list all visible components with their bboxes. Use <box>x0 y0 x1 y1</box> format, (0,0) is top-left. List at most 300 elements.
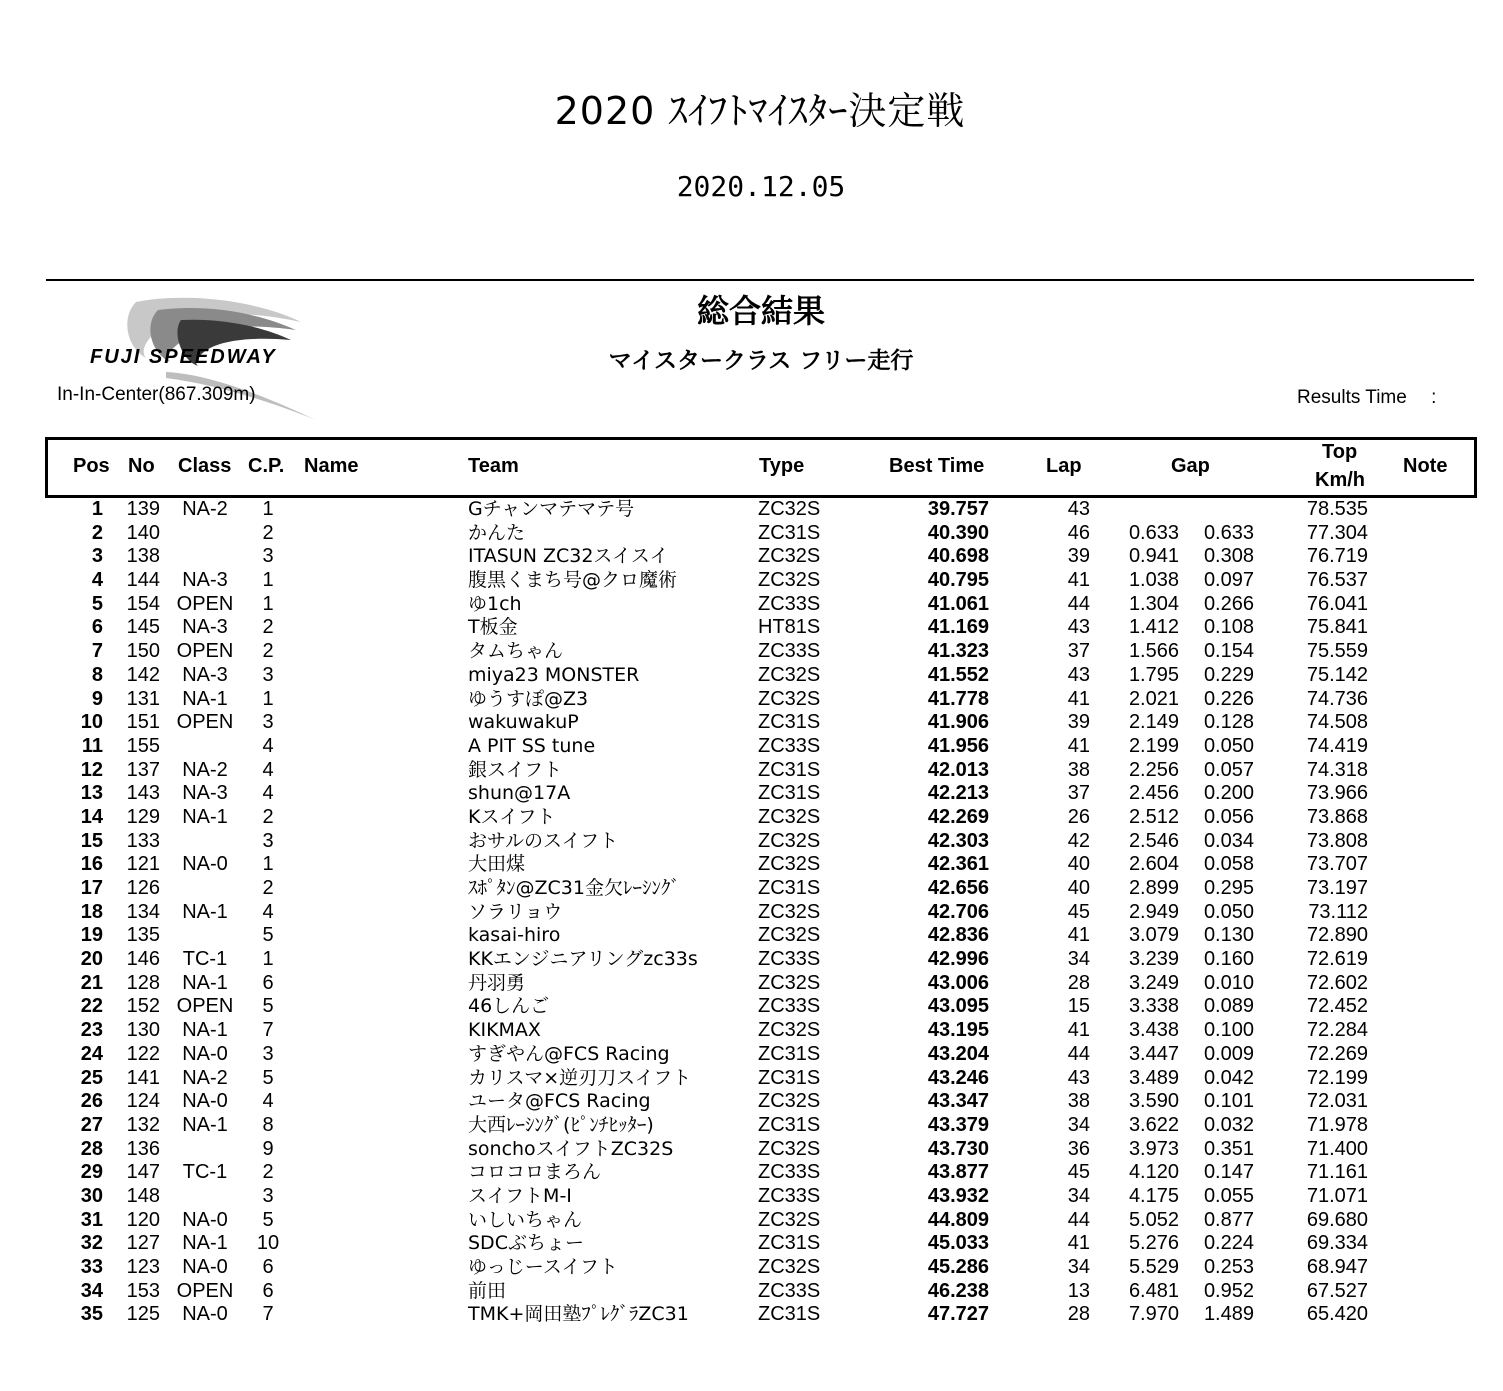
car-number-cell: 132 <box>126 1113 160 1136</box>
position-cell: 15 <box>80 829 103 852</box>
car-type-cell: ZC31S <box>758 1113 821 1136</box>
lap-count-cell: 41 <box>1067 1232 1090 1255</box>
car-type-cell: ZC33S <box>758 734 821 757</box>
top-speed-cell: 72.602 <box>1306 971 1368 994</box>
car-number-cell: 151 <box>126 711 160 734</box>
top-speed-cell: 72.269 <box>1306 1042 1368 1065</box>
class-cell: NA-2 <box>182 758 228 781</box>
class-position-cell: 1 <box>262 948 274 971</box>
team-cell: かんた <box>468 521 526 544</box>
best-time-cell: 40.698 <box>927 545 989 568</box>
table-row <box>0 593 1503 617</box>
car-type-cell: ZC32S <box>758 829 821 852</box>
position-cell: 33 <box>80 1256 103 1278</box>
class-cell: OPEN <box>176 1279 234 1302</box>
column-header-top: Top <box>1322 441 1358 463</box>
lap-count-cell: 46 <box>1067 521 1090 544</box>
car-number-cell: 136 <box>126 1137 160 1160</box>
gap-to-leader-cell: 3.239 <box>1128 948 1179 971</box>
position-cell: 6 <box>91 616 103 639</box>
class-position-cell: 1 <box>262 687 274 710</box>
class-position-cell: 7 <box>262 1019 274 1042</box>
team-cell: カリスマ×逆刃刀スイフト <box>468 1066 692 1089</box>
table-row <box>0 640 1503 664</box>
car-number-cell: 126 <box>126 877 160 899</box>
best-time-cell: 39.757 <box>927 498 989 520</box>
team-cell: Gチャンマテマテ号 <box>468 498 635 520</box>
gap-to-previous-cell: 0.057 <box>1203 758 1254 781</box>
class-cell: NA-3 <box>182 663 228 686</box>
position-cell: 23 <box>80 1019 103 1042</box>
gap-to-leader-cell: 3.590 <box>1128 1090 1179 1113</box>
lap-count-cell: 37 <box>1067 782 1090 805</box>
lap-count-cell: 41 <box>1067 687 1090 710</box>
position-cell: 22 <box>80 995 103 1018</box>
gap-to-leader-cell: 3.079 <box>1128 924 1179 947</box>
team-cell: 丹羽勇 <box>468 971 526 994</box>
class-cell: TC-1 <box>182 1161 228 1184</box>
best-time-cell: 42.213 <box>927 782 989 805</box>
gap-to-previous-cell: 0.147 <box>1203 1161 1254 1184</box>
car-type-cell: ZC31S <box>758 1232 821 1255</box>
gap-to-previous-cell: 0.308 <box>1203 545 1254 568</box>
table-row <box>0 688 1503 712</box>
top-speed-cell: 74.508 <box>1306 711 1368 734</box>
class-cell: NA-0 <box>182 1090 228 1113</box>
team-cell: TMK+岡田塾ﾌﾟﾚｸﾞﾗZC31 <box>468 1303 689 1326</box>
class-cell: NA-1 <box>182 1113 228 1136</box>
table-row <box>0 1138 1503 1162</box>
gap-to-previous-cell: 0.056 <box>1203 805 1254 828</box>
top-speed-cell: 73.868 <box>1306 805 1368 828</box>
class-position-cell: 4 <box>262 734 274 757</box>
table-row <box>0 498 1503 522</box>
column-header-cp: C.P. <box>248 455 285 477</box>
table-row <box>0 522 1503 546</box>
class-position-cell: 2 <box>262 1161 274 1184</box>
team-cell: sonchoスイフトZC32S <box>468 1137 674 1160</box>
gap-to-previous-cell: 0.042 <box>1203 1066 1254 1089</box>
team-cell: kasai-hiro <box>468 924 561 947</box>
best-time-cell: 43.379 <box>927 1113 989 1136</box>
position-cell: 16 <box>80 853 103 876</box>
top-speed-cell: 76.719 <box>1306 545 1368 568</box>
team-cell: T板金 <box>468 616 518 639</box>
top-speed-cell: 68.947 <box>1306 1256 1368 1278</box>
event-date: 2020.12.05 <box>676 170 846 203</box>
gap-to-previous-cell: 0.050 <box>1203 734 1254 757</box>
table-row <box>0 806 1503 830</box>
position-cell: 25 <box>80 1066 103 1089</box>
best-time-cell: 41.778 <box>927 687 989 710</box>
class-position-cell: 10 <box>256 1232 280 1255</box>
gap-to-previous-cell: 0.226 <box>1203 687 1254 710</box>
best-time-cell: 43.877 <box>927 1161 989 1184</box>
position-cell: 18 <box>80 900 103 923</box>
class-position-cell: 7 <box>262 1303 274 1326</box>
class-position-cell: 2 <box>262 616 274 639</box>
top-speed-cell: 72.619 <box>1306 948 1368 971</box>
table-row <box>0 664 1503 688</box>
table-row <box>0 711 1503 735</box>
class-position-cell: 3 <box>262 1184 274 1207</box>
position-cell: 28 <box>80 1137 103 1160</box>
table-row <box>0 877 1503 901</box>
gap-to-previous-cell: 0.877 <box>1203 1208 1254 1231</box>
top-speed-cell: 73.112 <box>1308 900 1368 923</box>
table-row <box>0 972 1503 996</box>
gap-to-leader-cell: 6.481 <box>1128 1279 1179 1302</box>
class-position-cell: 4 <box>262 900 274 923</box>
car-type-cell: ZC33S <box>758 592 821 615</box>
gap-to-leader-cell: 2.256 <box>1128 758 1179 781</box>
lap-count-cell: 15 <box>1067 995 1090 1018</box>
gap-to-previous-cell: 0.229 <box>1203 663 1254 686</box>
best-time-cell: 42.303 <box>927 829 989 852</box>
column-header-note: Note <box>1403 455 1448 477</box>
table-row <box>0 948 1503 972</box>
table-row <box>0 545 1503 569</box>
table-row <box>0 1161 1503 1185</box>
lap-count-cell: 41 <box>1067 924 1090 947</box>
circuit-label: In-In-Center(867.309m) <box>57 384 256 405</box>
class-cell: OPEN <box>176 592 234 615</box>
gap-to-previous-cell: 0.108 <box>1203 616 1254 639</box>
car-number-cell: 137 <box>126 758 160 781</box>
gap-to-previous-cell: 0.253 <box>1203 1256 1254 1278</box>
table-row <box>0 1232 1503 1256</box>
gap-to-leader-cell: 3.973 <box>1128 1137 1179 1160</box>
position-cell: 9 <box>91 687 103 710</box>
top-speed-cell: 75.841 <box>1306 616 1368 639</box>
team-cell: ｽﾎﾟﾀﾝ@ZC31金欠ﾚｰｼﾝｸﾞ <box>468 877 680 899</box>
class-position-cell: 2 <box>262 805 274 828</box>
team-cell: ゆ1ch <box>468 592 522 615</box>
car-number-cell: 154 <box>126 592 160 615</box>
lap-count-cell: 44 <box>1067 1042 1090 1065</box>
column-header-pos: Pos <box>73 455 110 477</box>
car-number-cell: 140 <box>126 521 160 544</box>
column-header-type: Type <box>759 455 805 477</box>
table-row <box>0 1280 1503 1304</box>
team-cell: KIKMAX <box>468 1019 541 1042</box>
gap-to-leader-cell: 3.622 <box>1128 1113 1179 1136</box>
car-number-cell: 121 <box>126 853 160 876</box>
class-cell: NA-0 <box>182 1208 228 1231</box>
class-position-cell: 6 <box>262 971 274 994</box>
top-speed-cell: 74.318 <box>1306 758 1368 781</box>
class-cell: NA-0 <box>182 1256 228 1278</box>
table-row <box>0 830 1503 854</box>
results-table-header <box>45 437 1477 498</box>
gap-to-leader-cell: 2.021 <box>1128 687 1179 710</box>
table-row <box>0 1067 1503 1091</box>
table-row <box>0 1185 1503 1209</box>
lap-count-cell: 34 <box>1067 948 1090 971</box>
best-time-cell: 43.195 <box>927 1019 989 1042</box>
lap-count-cell: 41 <box>1067 734 1090 757</box>
gap-to-leader-cell: 1.304 <box>1128 592 1179 615</box>
class-cell: NA-1 <box>182 900 228 923</box>
gap-to-previous-cell: 0.032 <box>1203 1113 1254 1136</box>
gap-to-previous-cell: 0.101 <box>1203 1090 1254 1113</box>
car-number-cell: 147 <box>126 1161 160 1184</box>
gap-to-previous-cell: 0.097 <box>1203 569 1254 592</box>
team-cell: shun@17A <box>468 782 571 805</box>
top-speed-cell: 76.041 <box>1306 592 1368 615</box>
best-time-cell: 40.390 <box>927 521 989 544</box>
car-number-cell: 146 <box>126 948 160 971</box>
class-cell: OPEN <box>176 711 234 734</box>
position-cell: 2 <box>91 521 103 544</box>
car-type-cell: ZC32S <box>758 569 821 592</box>
car-type-cell: ZC32S <box>758 853 821 876</box>
car-number-cell: 144 <box>126 569 160 592</box>
table-row <box>0 853 1503 877</box>
car-number-cell: 134 <box>126 900 160 923</box>
class-cell: NA-1 <box>182 687 228 710</box>
class-cell: NA-1 <box>182 1232 228 1255</box>
gap-to-previous-cell: 0.050 <box>1203 900 1254 923</box>
team-cell: ITASUN ZC32スイスイ <box>468 545 669 568</box>
best-time-cell: 41.169 <box>927 616 989 639</box>
best-time-cell: 41.906 <box>927 711 989 734</box>
car-type-cell: ZC31S <box>758 1303 821 1326</box>
best-time-cell: 47.727 <box>927 1303 989 1326</box>
lap-count-cell: 45 <box>1067 900 1090 923</box>
car-number-cell: 142 <box>126 663 160 686</box>
car-type-cell: ZC32S <box>758 498 821 520</box>
class-cell: NA-3 <box>182 569 228 592</box>
gap-to-leader-cell: 2.149 <box>1128 711 1179 734</box>
position-cell: 20 <box>80 948 103 971</box>
best-time-cell: 41.552 <box>927 663 989 686</box>
car-type-cell: ZC31S <box>758 877 821 899</box>
class-position-cell: 6 <box>262 1279 274 1302</box>
class-position-cell: 2 <box>262 640 274 663</box>
position-cell: 24 <box>80 1042 103 1065</box>
lap-count-cell: 37 <box>1067 640 1090 663</box>
gap-to-leader-cell: 4.120 <box>1128 1161 1179 1184</box>
top-speed-cell: 74.736 <box>1306 687 1368 710</box>
lap-count-cell: 28 <box>1067 1303 1090 1326</box>
best-time-cell: 45.286 <box>927 1256 989 1278</box>
position-cell: 4 <box>91 569 103 592</box>
car-type-cell: ZC31S <box>758 711 821 734</box>
team-cell: おサルのスイフト <box>468 829 619 852</box>
top-speed-cell: 71.071 <box>1306 1184 1368 1207</box>
car-type-cell: ZC33S <box>758 995 821 1018</box>
gap-to-leader-cell: 3.338 <box>1128 995 1179 1018</box>
team-cell: Kスイフト <box>468 805 556 828</box>
best-time-cell: 42.361 <box>927 853 989 876</box>
car-number-cell: 131 <box>126 687 160 710</box>
column-header-class: Class <box>178 455 232 477</box>
car-number-cell: 153 <box>126 1279 160 1302</box>
class-cell: NA-3 <box>182 782 228 805</box>
position-cell: 3 <box>91 545 103 568</box>
gap-to-leader-cell: 3.249 <box>1128 971 1179 994</box>
top-speed-cell: 72.284 <box>1306 1019 1368 1042</box>
class-position-cell: 4 <box>262 782 274 805</box>
car-number-cell: 120 <box>126 1208 160 1231</box>
top-speed-cell: 75.142 <box>1306 663 1368 686</box>
gap-to-leader-cell: 2.949 <box>1128 900 1179 923</box>
position-cell: 32 <box>80 1232 103 1255</box>
car-number-cell: 125 <box>126 1303 160 1326</box>
position-cell: 19 <box>80 924 103 947</box>
team-cell: 大西ﾚｰｼﾝｸﾞ(ﾋﾟﾝﾁﾋｯﾀｰ) <box>468 1113 654 1136</box>
top-speed-cell: 72.452 <box>1306 995 1368 1018</box>
team-cell: ゆっじースイフト <box>468 1256 618 1278</box>
top-speed-cell: 67.527 <box>1306 1279 1368 1302</box>
car-type-cell: ZC31S <box>758 758 821 781</box>
divider <box>46 279 1474 281</box>
car-number-cell: 152 <box>126 995 160 1018</box>
team-cell: 大田煤 <box>468 853 526 876</box>
table-row <box>0 1256 1503 1280</box>
car-type-cell: ZC32S <box>758 1019 821 1042</box>
car-number-cell: 123 <box>126 1256 160 1278</box>
table-row <box>0 735 1503 759</box>
car-type-cell: ZC31S <box>758 1042 821 1065</box>
column-header-team: Team <box>468 455 519 477</box>
gap-to-leader-cell: 2.604 <box>1128 853 1179 876</box>
lap-count-cell: 13 <box>1067 1279 1090 1302</box>
gap-to-leader-cell: 5.529 <box>1128 1256 1179 1278</box>
best-time-cell: 42.656 <box>927 877 989 899</box>
gap-to-previous-cell: 0.200 <box>1203 782 1254 805</box>
team-cell: A PIT SS tune <box>468 734 596 757</box>
gap-to-leader-cell: 2.899 <box>1128 877 1179 899</box>
best-time-cell: 43.932 <box>927 1184 989 1207</box>
team-cell: 腹黒くまち号@クロ魔術 <box>468 569 678 592</box>
best-time-cell: 41.956 <box>927 734 989 757</box>
gap-to-leader-cell: 0.941 <box>1128 545 1179 568</box>
column-header-lap: Lap <box>1046 455 1082 477</box>
top-speed-cell: 71.400 <box>1306 1137 1368 1160</box>
lap-count-cell: 44 <box>1067 1208 1090 1231</box>
position-cell: 14 <box>80 805 103 828</box>
team-cell: 前田 <box>468 1279 507 1302</box>
gap-to-leader-cell: 4.175 <box>1128 1184 1179 1207</box>
table-row <box>0 924 1503 948</box>
table-row <box>0 569 1503 593</box>
team-cell: いしいちゃん <box>468 1208 583 1231</box>
best-time-cell: 42.996 <box>927 948 989 971</box>
car-type-cell: ZC32S <box>758 1137 821 1160</box>
class-position-cell: 4 <box>262 758 274 781</box>
gap-to-previous-cell: 0.633 <box>1203 521 1254 544</box>
car-type-cell: ZC32S <box>758 687 821 710</box>
best-time-cell: 42.013 <box>927 758 989 781</box>
class-position-cell: 4 <box>262 1090 274 1113</box>
car-number-cell: 133 <box>126 829 160 852</box>
top-speed-cell: 74.419 <box>1306 734 1368 757</box>
gap-to-leader-cell: 3.438 <box>1128 1019 1179 1042</box>
gap-to-previous-cell: 0.089 <box>1203 995 1254 1018</box>
top-speed-cell: 71.161 <box>1306 1161 1368 1184</box>
team-cell: 銀スイフト <box>468 758 563 781</box>
lap-count-cell: 34 <box>1067 1184 1090 1207</box>
car-number-cell: 143 <box>126 782 160 805</box>
lap-count-cell: 39 <box>1067 711 1090 734</box>
gap-to-leader-cell: 2.199 <box>1128 734 1179 757</box>
lap-count-cell: 43 <box>1067 498 1090 520</box>
class-position-cell: 6 <box>262 1256 274 1278</box>
team-cell: ソラリョウ <box>468 900 563 923</box>
top-speed-cell: 73.707 <box>1306 853 1368 876</box>
column-header-best-time: Best Time <box>889 455 985 477</box>
class-position-cell: 3 <box>262 829 274 852</box>
position-cell: 11 <box>81 734 103 757</box>
lap-count-cell: 43 <box>1067 663 1090 686</box>
team-cell: miya23 MONSTER <box>468 663 640 686</box>
table-row <box>0 1019 1503 1043</box>
gap-to-leader-cell: 0.633 <box>1128 521 1179 544</box>
team-cell: ユータ@FCS Racing <box>468 1090 651 1113</box>
car-type-cell: ZC32S <box>758 900 821 923</box>
gap-to-previous-cell: 1.489 <box>1203 1303 1254 1326</box>
gap-to-previous-cell: 0.055 <box>1203 1184 1254 1207</box>
top-speed-cell: 72.199 <box>1306 1066 1368 1089</box>
gap-to-leader-cell: 1.795 <box>1128 663 1179 686</box>
team-cell: SDCぶちょー <box>468 1232 584 1255</box>
class-position-cell: 5 <box>262 1066 274 1089</box>
class-position-cell: 9 <box>262 1137 274 1160</box>
car-type-cell: ZC32S <box>758 971 821 994</box>
logo-wordmark: FUJI SPEEDWAY <box>90 346 277 368</box>
best-time-cell: 43.730 <box>927 1137 989 1160</box>
car-type-cell: ZC33S <box>758 1184 821 1207</box>
top-speed-cell: 69.334 <box>1306 1232 1368 1255</box>
gap-to-leader-cell: 2.456 <box>1128 782 1179 805</box>
car-type-cell: ZC33S <box>758 1279 821 1302</box>
table-row <box>0 782 1503 806</box>
gap-to-previous-cell: 0.034 <box>1203 829 1254 852</box>
gap-to-leader-cell: 2.512 <box>1128 805 1179 828</box>
table-row <box>0 759 1503 783</box>
best-time-cell: 42.836 <box>927 924 989 947</box>
best-time-cell: 45.033 <box>927 1232 989 1255</box>
table-row <box>0 616 1503 640</box>
result-title: 総合結果 <box>696 292 825 330</box>
gap-to-previous-cell: 0.295 <box>1203 877 1254 899</box>
class-cell: OPEN <box>176 640 234 663</box>
team-cell: wakuwakuP <box>468 711 579 734</box>
car-type-cell: ZC32S <box>758 663 821 686</box>
lap-count-cell: 43 <box>1067 616 1090 639</box>
class-position-cell: 3 <box>262 711 274 734</box>
class-cell: NA-1 <box>182 805 228 828</box>
lap-count-cell: 36 <box>1067 1137 1090 1160</box>
results-table-body <box>0 498 1503 1327</box>
car-number-cell: 129 <box>126 805 160 828</box>
top-speed-cell: 77.304 <box>1306 521 1368 544</box>
position-cell: 1 <box>91 498 103 520</box>
car-number-cell: 130 <box>126 1019 160 1042</box>
car-type-cell: ZC32S <box>758 1090 821 1113</box>
car-number-cell: 145 <box>126 616 160 639</box>
gap-to-previous-cell: 0.224 <box>1203 1232 1254 1255</box>
lap-count-cell: 43 <box>1067 1066 1090 1089</box>
lap-count-cell: 44 <box>1067 592 1090 615</box>
class-cell: NA-0 <box>182 1303 228 1326</box>
best-time-cell: 43.204 <box>927 1042 989 1065</box>
gap-to-previous-cell: 0.010 <box>1203 971 1254 994</box>
best-time-cell: 41.323 <box>927 640 989 663</box>
top-speed-cell: 73.808 <box>1306 829 1368 852</box>
